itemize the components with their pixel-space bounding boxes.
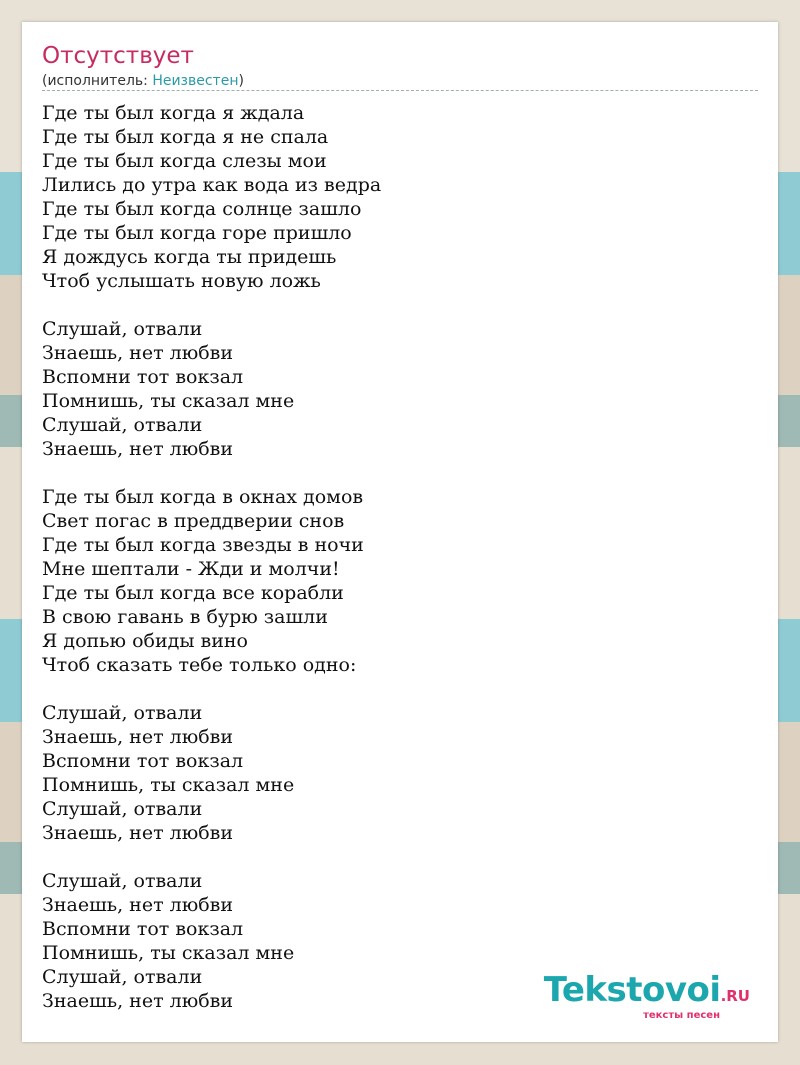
lyric-line: Знаешь, нет любви bbox=[42, 894, 234, 916]
lyric-line: Помнишь, ты сказал мне bbox=[42, 390, 295, 412]
lyric-line: Где ты был когда все корабли bbox=[42, 582, 344, 604]
artist-line bbox=[42, 72, 244, 90]
lyric-line: Мне шептали - Жди и молчи! bbox=[42, 558, 340, 580]
lyric-line: Знаешь, нет любви bbox=[42, 822, 234, 844]
lyric-line: Где ты был когда горе пришло bbox=[42, 222, 352, 244]
lyric-line: Я дождусь когда ты придешь bbox=[42, 246, 337, 268]
lyrics-body bbox=[42, 101, 742, 1013]
artist-link[interactable]: Неизвестен bbox=[152, 73, 239, 89]
lyric-line: Помнишь, ты сказал мне bbox=[42, 942, 295, 964]
lyric-line: Где ты был когда я ждала bbox=[42, 102, 305, 124]
lyric-line: Где ты был когда слезы мои bbox=[42, 150, 327, 172]
lyric-line: Знаешь, нет любви bbox=[42, 438, 234, 460]
lyrics-card bbox=[22, 22, 778, 1042]
lyric-line: Я допью обиды вино bbox=[42, 630, 248, 652]
lyric-line: Где ты был когда звезды в ночи bbox=[42, 534, 364, 556]
logo-wordmark bbox=[543, 970, 750, 1013]
site-logo[interactable] bbox=[543, 970, 750, 1022]
lyric-line: Слушай, отвали bbox=[42, 966, 203, 988]
lyric-line: Знаешь, нет любви bbox=[42, 726, 234, 748]
lyric-line: Знаешь, нет любви bbox=[42, 342, 234, 364]
song-title: Отсутствует bbox=[42, 43, 194, 69]
stanza-gap bbox=[42, 293, 742, 317]
artist-suffix: ) bbox=[238, 73, 244, 89]
lyric-line: Чтоб услышать новую ложь bbox=[42, 270, 321, 292]
title-divider bbox=[42, 90, 758, 91]
logo-tld: .RU bbox=[720, 987, 750, 1005]
lyric-line: Знаешь, нет любви bbox=[42, 990, 234, 1012]
lyric-line: Слушай, отвали bbox=[42, 702, 203, 724]
logo-brand: Tekstovoi bbox=[543, 970, 721, 1010]
stanza-gap bbox=[42, 461, 742, 485]
lyric-line: Где ты был когда в окнах домов bbox=[42, 486, 364, 508]
logo-tagline: тексты песен bbox=[643, 1010, 720, 1021]
stanza-gap bbox=[42, 677, 742, 701]
lyric-line: Чтоб сказать тебе только одно: bbox=[42, 654, 357, 676]
lyric-line: Слушай, отвали bbox=[42, 318, 203, 340]
lyric-line: Свет погас в преддверии снов bbox=[42, 510, 345, 532]
lyric-line: Помнишь, ты сказал мне bbox=[42, 774, 295, 796]
lyric-line: Слушай, отвали bbox=[42, 870, 203, 892]
lyric-line: Вспомни тот вокзал bbox=[42, 366, 244, 388]
lyric-line: Вспомни тот вокзал bbox=[42, 918, 244, 940]
lyric-line: Где ты был когда я не спала bbox=[42, 126, 329, 148]
lyric-line: Где ты был когда солнце зашло bbox=[42, 198, 362, 220]
artist-prefix: (исполнитель: bbox=[42, 73, 153, 89]
lyric-line: Лились до утра как вода из ведра bbox=[42, 174, 382, 196]
stanza-gap bbox=[42, 845, 742, 869]
lyric-line: В свою гавань в бурю зашли bbox=[42, 606, 328, 628]
lyric-line: Слушай, отвали bbox=[42, 414, 203, 436]
lyric-line: Слушай, отвали bbox=[42, 798, 203, 820]
lyric-line: Вспомни тот вокзал bbox=[42, 750, 244, 772]
